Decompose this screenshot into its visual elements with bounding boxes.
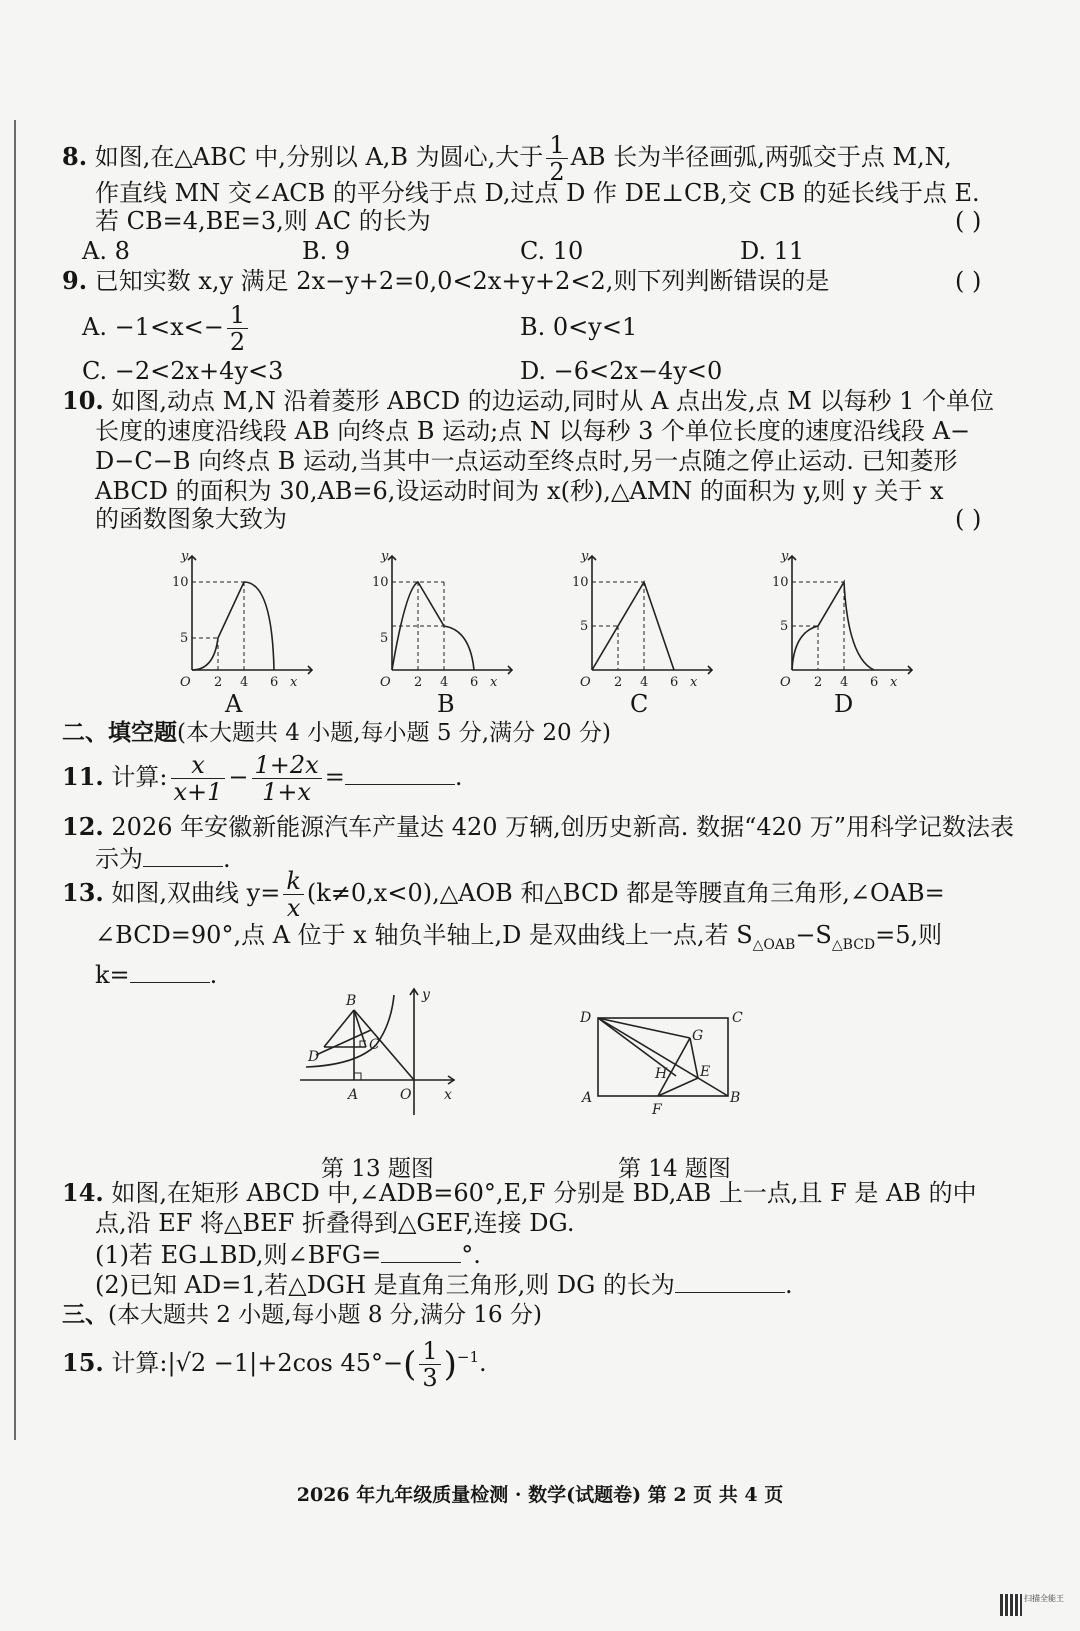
q9-option-a: A. −1<x<− $\frac{1}{2}$	[82, 302, 251, 355]
svg-text:5: 5	[380, 631, 389, 646]
svg-text:4: 4	[640, 675, 649, 690]
section-2-heading: 二、填空题(本大题共 4 小题,每小题 5 分,满分 20 分)	[62, 719, 611, 746]
svg-text:5: 5	[780, 619, 789, 634]
svg-text:O: O	[380, 675, 391, 690]
svg-text:C: C	[732, 1010, 743, 1026]
q8-option-a: A. 8	[82, 237, 130, 265]
svg-text:5: 5	[180, 631, 189, 646]
q14-sub2: (2)已知 AD=1,若△DGH 是直角三角形,则 DG 的长为 .	[95, 1268, 793, 1300]
q12-number: 12.	[62, 812, 104, 841]
q10-line2: 长度的速度沿线段 AB 向终点 B 运动;点 N 以每秒 3 个单位长度的速度沿线段 A−	[95, 417, 971, 445]
q9-text: 已知实数 x,y 满足 2x−y+2=0,0<2x+y+2<2,则下列判断错误的是	[94, 267, 830, 295]
q15-line: 15. 计算:|√2 −1|+2cos 45°−( $\frac{1}{3}$ )$^{-1}$.	[62, 1337, 487, 1392]
q10-number: 10.	[62, 386, 104, 415]
page-footer: 2026 年九年级质量检测 · 数学(试题卷) 第 2 页 共 4 页	[296, 1484, 784, 1506]
svg-text:2: 2	[814, 675, 823, 690]
svg-text:F: F	[652, 1102, 662, 1118]
q8-text-a: 如图,在△ABC 中,分别以 A,B 为圆心,大于	[94, 143, 544, 171]
svg-text:x: x	[890, 675, 898, 690]
q10-line5: 的函数图象大致为	[95, 505, 287, 533]
svg-text:y: y	[581, 549, 589, 564]
q14-line1: 14. 如图,在矩形 ABCD 中,∠ADB=60°,E,F 分别是 BD,AB 上一点,且 F 是 AB 的中	[62, 1178, 977, 1207]
q13-line3: k= .	[95, 958, 217, 990]
figure-14	[580, 1010, 760, 1125]
graph-d	[762, 548, 922, 693]
q10-line4: ABCD 的面积为 30,AB=6,设运动时间为 x(秒),△AMN 的面积为 y,则 y 关于 x	[95, 477, 944, 505]
svg-text:y: y	[381, 549, 389, 564]
svg-text:2: 2	[614, 675, 623, 690]
svg-text:10: 10	[772, 575, 789, 590]
graph-b-label: B	[437, 690, 455, 718]
q11-number: 11.	[62, 762, 104, 791]
q8-text-b: AB 长为半径画弧,两弧交于点 M,N,	[570, 143, 952, 171]
q14-sub2-blank	[675, 1268, 785, 1293]
q10-answer-paren: ( )	[955, 505, 982, 533]
svg-text:4: 4	[840, 675, 849, 690]
q14-sub1-blank	[381, 1238, 461, 1263]
svg-text:O: O	[180, 675, 191, 690]
q13-number: 13.	[62, 878, 104, 907]
q10-line3: D−C−B 向终点 B 运动,当其中一点运动至终点时,另一点随之停止运动. 已知菱形	[95, 447, 958, 475]
svg-text:y: y	[781, 549, 789, 564]
svg-text:6: 6	[470, 675, 479, 690]
svg-text:x: x	[490, 675, 498, 690]
q12-line1: 12. 2026 年安徽新能源汽车产量达 420 万辆,创历史新高. 数据“420 万”用科学记数法表	[62, 812, 1015, 841]
q9-option-b: B. 0<y<1	[520, 313, 638, 341]
svg-text:10: 10	[572, 575, 589, 590]
svg-text:10: 10	[172, 575, 189, 590]
q14-number: 14.	[62, 1178, 104, 1207]
q15-number: 15.	[62, 1348, 104, 1377]
svg-text:2: 2	[414, 675, 423, 690]
q8-option-d: D. 11	[740, 237, 805, 265]
svg-text:O: O	[580, 675, 591, 690]
q8-line2: 作直线 MN 交∠ACB 的平分线于点 D,过点 D 作 DE⊥CB,交 CB 的延长线于点 E.	[95, 179, 980, 207]
svg-text:6: 6	[270, 675, 279, 690]
q8-fraction: $\frac{1}{2}$	[546, 132, 567, 185]
svg-text:D: D	[580, 1010, 592, 1026]
q13-answer-blank	[130, 958, 210, 983]
svg-text:O: O	[780, 675, 791, 690]
svg-text:6: 6	[670, 675, 679, 690]
svg-text:D: D	[308, 1049, 320, 1065]
svg-text:G: G	[692, 1028, 704, 1044]
svg-text:x: x	[290, 675, 298, 690]
svg-text:4: 4	[240, 675, 249, 690]
svg-text:2: 2	[214, 675, 223, 690]
q8-number: 8.	[62, 142, 88, 171]
q9-line1	[62, 266, 829, 296]
svg-text:y: y	[422, 987, 430, 1003]
svg-text:O: O	[400, 1087, 412, 1103]
svg-text:x: x	[444, 1087, 452, 1103]
graph-a	[162, 548, 322, 693]
q13-line2: ∠BCD=90°,点 A 位于 x 轴负半轴上,D 是双曲线上一点,若 $S_{\triangle OAB}-S_{\triangle BCD}=5$,则	[95, 921, 943, 953]
q9-answer-paren: ( )	[955, 267, 982, 295]
svg-text:5: 5	[580, 619, 589, 634]
q8-option-b: B. 9	[302, 237, 351, 265]
graph-d-label: D	[834, 690, 854, 718]
q9-number: 9.	[62, 266, 88, 295]
q14-sub1: (1)若 EG⊥BD,则∠BFG= °.	[95, 1238, 481, 1270]
watermark-text: 扫描全能王	[1024, 1594, 1064, 1603]
svg-text:6: 6	[870, 675, 879, 690]
graph-a-label: A	[225, 690, 243, 718]
q9-option-c: C. −2<2x+4y<3	[82, 357, 284, 385]
q8-line3: 若 CB=4,BE=3,则 AC 的长为	[95, 207, 431, 235]
svg-text:A: A	[582, 1090, 593, 1106]
graph-c	[562, 548, 722, 693]
svg-text:A: A	[348, 1087, 359, 1103]
svg-text:x: x	[690, 675, 698, 690]
binding-line	[14, 120, 16, 1440]
q13-line1: 13. 如图,双曲线 y= $\frac{k}{x}$ (k≠0,x<0),△AOB 和△BCD 都是等腰直角三角形,∠OAB=	[62, 867, 945, 922]
q11-line: 11. 计算: $\frac{x}{x+1}$ − $\frac{1+2x}{1+x}$ = .	[62, 751, 463, 806]
svg-text:y: y	[181, 549, 189, 564]
q14-line2: 点,沿 EF 将△BEF 折叠得到△GEF,连接 DG.	[95, 1209, 575, 1237]
q10-line1: 10. 如图,动点 M,N 沿着菱形 ABCD 的边运动,同时从 A 点出发,点 M 以每秒 1 个单位	[62, 386, 994, 415]
figure-13-caption: 第 13 题图	[321, 1156, 434, 1182]
q8-option-c: C. 10	[520, 237, 584, 265]
svg-text:10: 10	[372, 575, 389, 590]
svg-text:E: E	[700, 1064, 711, 1080]
q12-answer-blank	[143, 842, 223, 867]
graph-b	[362, 548, 522, 693]
q11-answer-blank	[345, 760, 455, 785]
svg-text:B: B	[346, 993, 357, 1009]
figure-13	[296, 985, 461, 1120]
section-3-heading: 三、(本大题共 2 小题,每小题 8 分,满分 16 分)	[62, 1301, 542, 1328]
qr-code-icon	[1000, 1594, 1022, 1616]
q12-line2: 示为 .	[95, 842, 231, 874]
graph-c-label: C	[630, 690, 649, 718]
q8-answer-paren: ( )	[955, 207, 982, 235]
svg-text:H: H	[655, 1066, 668, 1082]
q9-option-d: D. −6<2x−4y<0	[520, 357, 723, 385]
svg-text:C: C	[369, 1037, 380, 1053]
svg-text:4: 4	[440, 675, 449, 690]
figure-14-caption: 第 14 题图	[618, 1156, 731, 1182]
svg-text:B: B	[730, 1090, 741, 1106]
